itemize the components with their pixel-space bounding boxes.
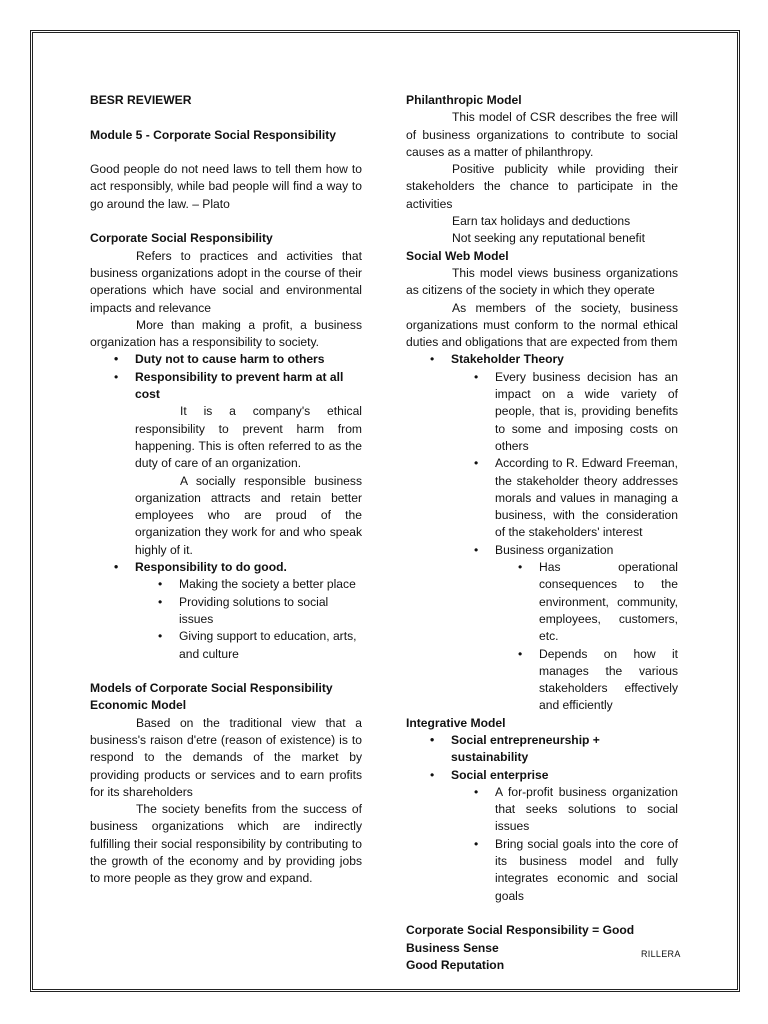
list-item: • Providing solutions to social issues	[179, 594, 362, 629]
social-web-text: As members of the society, business organizations must conform to the normal ethical duties and obligations that are expected from them	[406, 300, 678, 350]
prevent-harm-text: A socially responsible business organization attracts and retain better employees who are proud of the organization they work for and who speak highly of it.	[135, 473, 362, 557]
models-heading: Models of Corporate Social Responsibility	[90, 681, 333, 696]
list-item: • Depends on how it manages the various stakeholders effectively and efficiently	[539, 646, 678, 715]
list-item: • According to R. Edward Freeman, the stakeholder theory addresses morals and values in managing a business, with the consideration of the stakeholders' interest	[495, 455, 678, 541]
author-footer: RILLERA	[641, 949, 681, 959]
module-heading: Module 5 - Corporate Social Responsibility	[90, 127, 336, 142]
list-item: • Bring social goals into the core of its business model and fully integrates economic and social goals	[495, 836, 678, 905]
do-good-list	[135, 576, 362, 662]
integrative-list	[406, 732, 678, 905]
economic-model-heading: Economic Model	[90, 698, 187, 713]
list-item: • Making the society a better place	[179, 576, 362, 593]
conclusion-good-business-sense: Corporate Social Responsibility = Good Business Sense	[406, 923, 635, 955]
integrative-model-heading: Integrative Model	[406, 715, 506, 730]
business-org-list	[495, 559, 678, 715]
left-column	[90, 92, 362, 888]
list-item: • Business organization • Has operational consequences to the environment, community, employees, customers, etc. • Depends on how it manages the various stakeholders effectively and efficiently	[495, 542, 678, 715]
social-web-text: This model views business organizations as citizens of the society in which they operate	[406, 265, 678, 298]
list-item: • Giving support to education, arts, and culture	[179, 628, 362, 663]
document-title: BESR REVIEWER	[90, 93, 192, 107]
list-item: • Responsibility to prevent harm at all cost It is a company's ethical responsibility to prevent harm from happening. This is often referred to as the duty of care of an organization. A socially responsible business organization attracts and retain better employees who are proud of the organization they work for and who speak highly of it.	[135, 369, 362, 559]
csr-definition: Refers to practices and activities that business organizations adopt in the course of their operations which have social and environmental impacts and relevance	[90, 248, 362, 315]
philanthropic-text: Not seeking any reputational benefit	[452, 231, 645, 246]
list-item: • Duty not to cause harm to others	[135, 351, 362, 368]
social-web-model-heading: Social Web Model	[406, 248, 509, 263]
list-item: • Social enterprise • A for-profit business organization that seeks solutions to social issues • Bring social goals into the core of its business model and fully integrates economic and social goals	[451, 767, 678, 905]
list-item: • Social entrepreneurship + sustainability	[451, 732, 678, 767]
social-web-list	[406, 351, 678, 714]
right-column	[406, 92, 678, 974]
economic-model-text: The society benefits from the success of business organizations which are indirectly fulfilling their social responsibility by contributing to the growth of the economy and by providing jobs to more people as they grow and expand.	[90, 802, 362, 886]
list-item: • Stakeholder Theory • Every business decision has an impact on a wide variety of people, that is, providing benefits to some and imposing costs on others • According to R. Edward Freeman, the stakeholder theory addresses morals and values in managing a business, with the consideration of the stakeholders' interest • Business organization • Has operational consequences to the environment, community, employees, customers, etc. • Depends on how it manages the various stakeholders effectively and efficiently	[451, 351, 678, 714]
prevent-harm-text: It is a company's ethical responsibility to prevent harm from happening. This is often referred to as the duty of care of an organization.	[135, 404, 362, 471]
list-item: • A for-profit business organization that seeks solutions to social issues	[495, 784, 678, 836]
economic-model-text: Based on the traditional view that a business's raison d'etre (reason of existence) is to respond to the demands of the market by providing products or services and to earn profits for its shareholders	[90, 715, 362, 799]
csr-heading: Corporate Social Responsibility	[90, 231, 273, 246]
conclusion-good-reputation: Good Reputation	[406, 957, 505, 972]
philanthropic-text: Positive publicity while providing their stakeholders the chance to participate in the activities	[406, 162, 678, 211]
philanthropic-text: Earn tax holidays and deductions	[452, 214, 631, 229]
list-item: • Has operational consequences to the environment, community, employees, customers, etc.	[539, 559, 678, 645]
philanthropic-text: This model of CSR describes the free will of business organizations to contribute to social causes as a matter of philanthropy.	[406, 110, 678, 159]
list-item: • Every business decision has an impact on a wide variety of people, that is, providing benefits to some and imposing costs on others	[495, 369, 678, 455]
stakeholder-list	[451, 369, 678, 715]
list-item: • Responsibility to do good. • Making the society a better place • Providing solutions to social issues • Giving support to education, arts, and culture	[135, 559, 362, 663]
csr-responsibilities-list	[90, 351, 362, 662]
philanthropic-model-heading: Philanthropic Model	[406, 93, 522, 107]
social-enterprise-list	[451, 784, 678, 905]
plato-quote: Good people do not need laws to tell them how to act responsibly, while bad people will find a way to go around the law. – Plato	[90, 162, 362, 211]
csr-responsibility: More than making a profit, a business organization has a responsibility to society.	[90, 317, 362, 350]
